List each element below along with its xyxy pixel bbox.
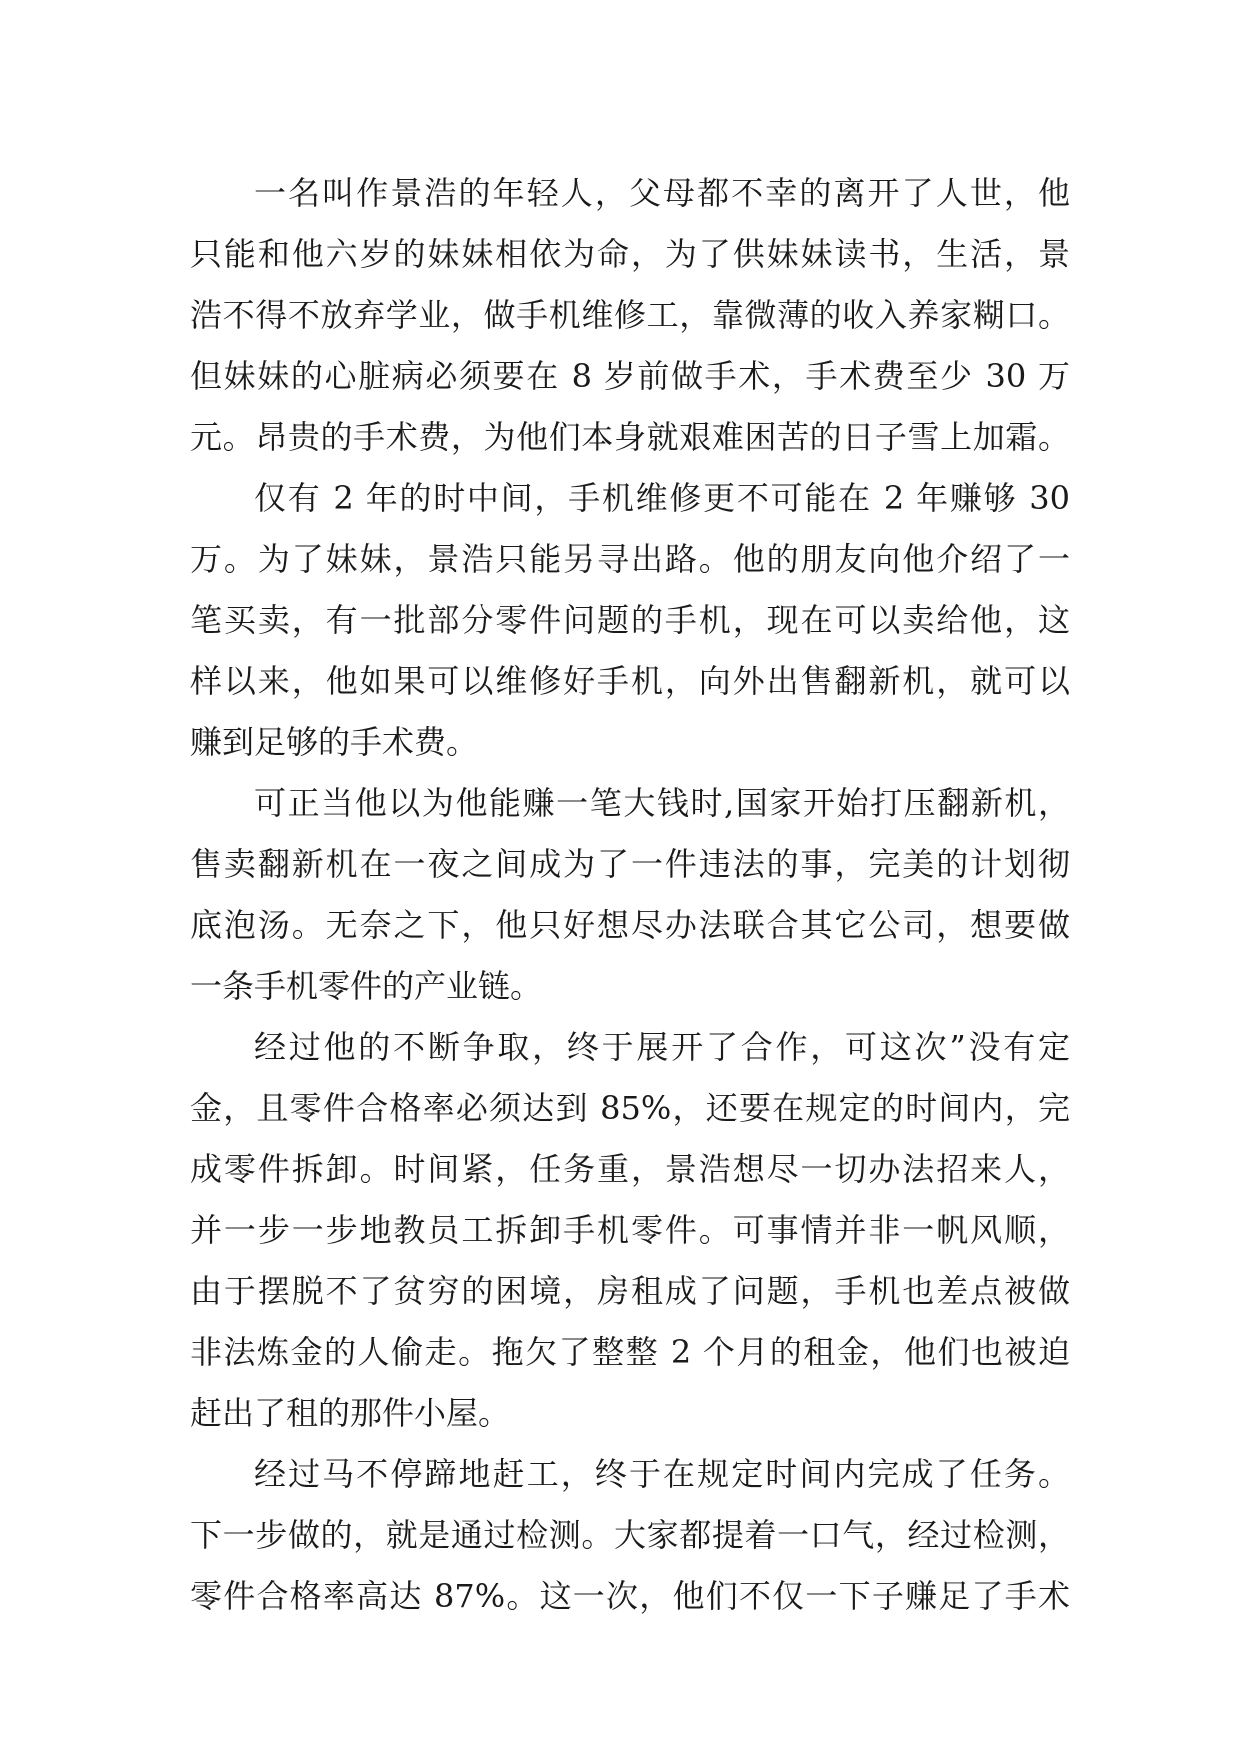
paragraph-5-line-2: 下一步做的，就是通过检测。大家都提着一口气，经过检测， <box>190 1516 1070 1554</box>
paragraph-4-line-1: 经过他的不断争取，终于展开了合作，可这次”没有定 <box>254 1028 1070 1066</box>
paragraph-1-line-4: 但妹妹的心脏病必须要在 8 岁前做手术，手术费至少 30 万 <box>190 357 1070 395</box>
paragraph-1-line-1: 一名叫作景浩的年轻人，父母都不幸的离开了人世，他 <box>254 174 1070 212</box>
paragraph-3-line-2: 售卖翻新机在一夜之间成为了一件违法的事，完美的计划彻 <box>190 845 1070 883</box>
paragraph-2-line-2: 万。为了妹妹，景浩只能另寻出路。他的朋友向他介绍了一 <box>190 540 1070 578</box>
paragraph-1-line-5: 元。昂贵的手术费，为他们本身就艰难困苦的日子雪上加霜。 <box>190 418 1070 456</box>
paragraph-1-line-2: 只能和他六岁的妹妹相依为命，为了供妹妹读书，生活，景 <box>190 235 1070 273</box>
paragraph-2-line-3: 笔买卖，有一批部分零件问题的手机，现在可以卖给他，这 <box>190 601 1070 639</box>
paragraph-4-line-3: 成零件拆卸。时间紧，任务重，景浩想尽一切办法招来人， <box>190 1150 1070 1188</box>
paragraph-2-line-5: 赚到足够的手术费。 <box>190 723 479 761</box>
paragraph-3-line-4: 一条手机零件的产业链。 <box>190 967 543 1005</box>
paragraph-2-line-4: 样以来，他如果可以维修好手机，向外出售翻新机，就可以 <box>190 662 1070 700</box>
paragraph-4-line-4: 并一步一步地教员工拆卸手机零件。可事情并非一帆风顺， <box>190 1211 1070 1249</box>
document-body <box>190 163 1070 1627</box>
paragraph-2-line-1: 仅有 2 年的时中间，手机维修更不可能在 2 年赚够 30 <box>254 479 1070 517</box>
paragraph-4-line-5: 由于摆脱不了贫穷的困境，房租成了问题，手机也差点被做 <box>190 1272 1070 1310</box>
paragraph-4-line-6: 非法炼金的人偷走。拖欠了整整 2 个月的租金，他们也被迫 <box>190 1333 1070 1371</box>
paragraph-1-line-3: 浩不得不放弃学业，做手机维修工，靠微薄的收入养家糊口。 <box>190 296 1070 334</box>
paragraph-4-line-7: 赶出了租的那件小屋。 <box>190 1394 511 1432</box>
paragraph-3-line-1: 可正当他以为他能赚一笔大钱时,国家开始打压翻新机， <box>254 784 1070 822</box>
paragraph-5-line-3: 零件合格率高达 87%。这一次，他们不仅一下子赚足了手术 <box>190 1577 1070 1615</box>
paragraph-5-line-1: 经过马不停蹄地赶工，终于在规定时间内完成了任务。 <box>254 1455 1070 1493</box>
paragraph-3-line-3: 底泡汤。无奈之下，他只好想尽办法联合其它公司，想要做 <box>190 906 1070 944</box>
paragraph-4-line-2: 金，且零件合格率必须达到 85%，还要在规定的时间内，完 <box>190 1089 1070 1127</box>
